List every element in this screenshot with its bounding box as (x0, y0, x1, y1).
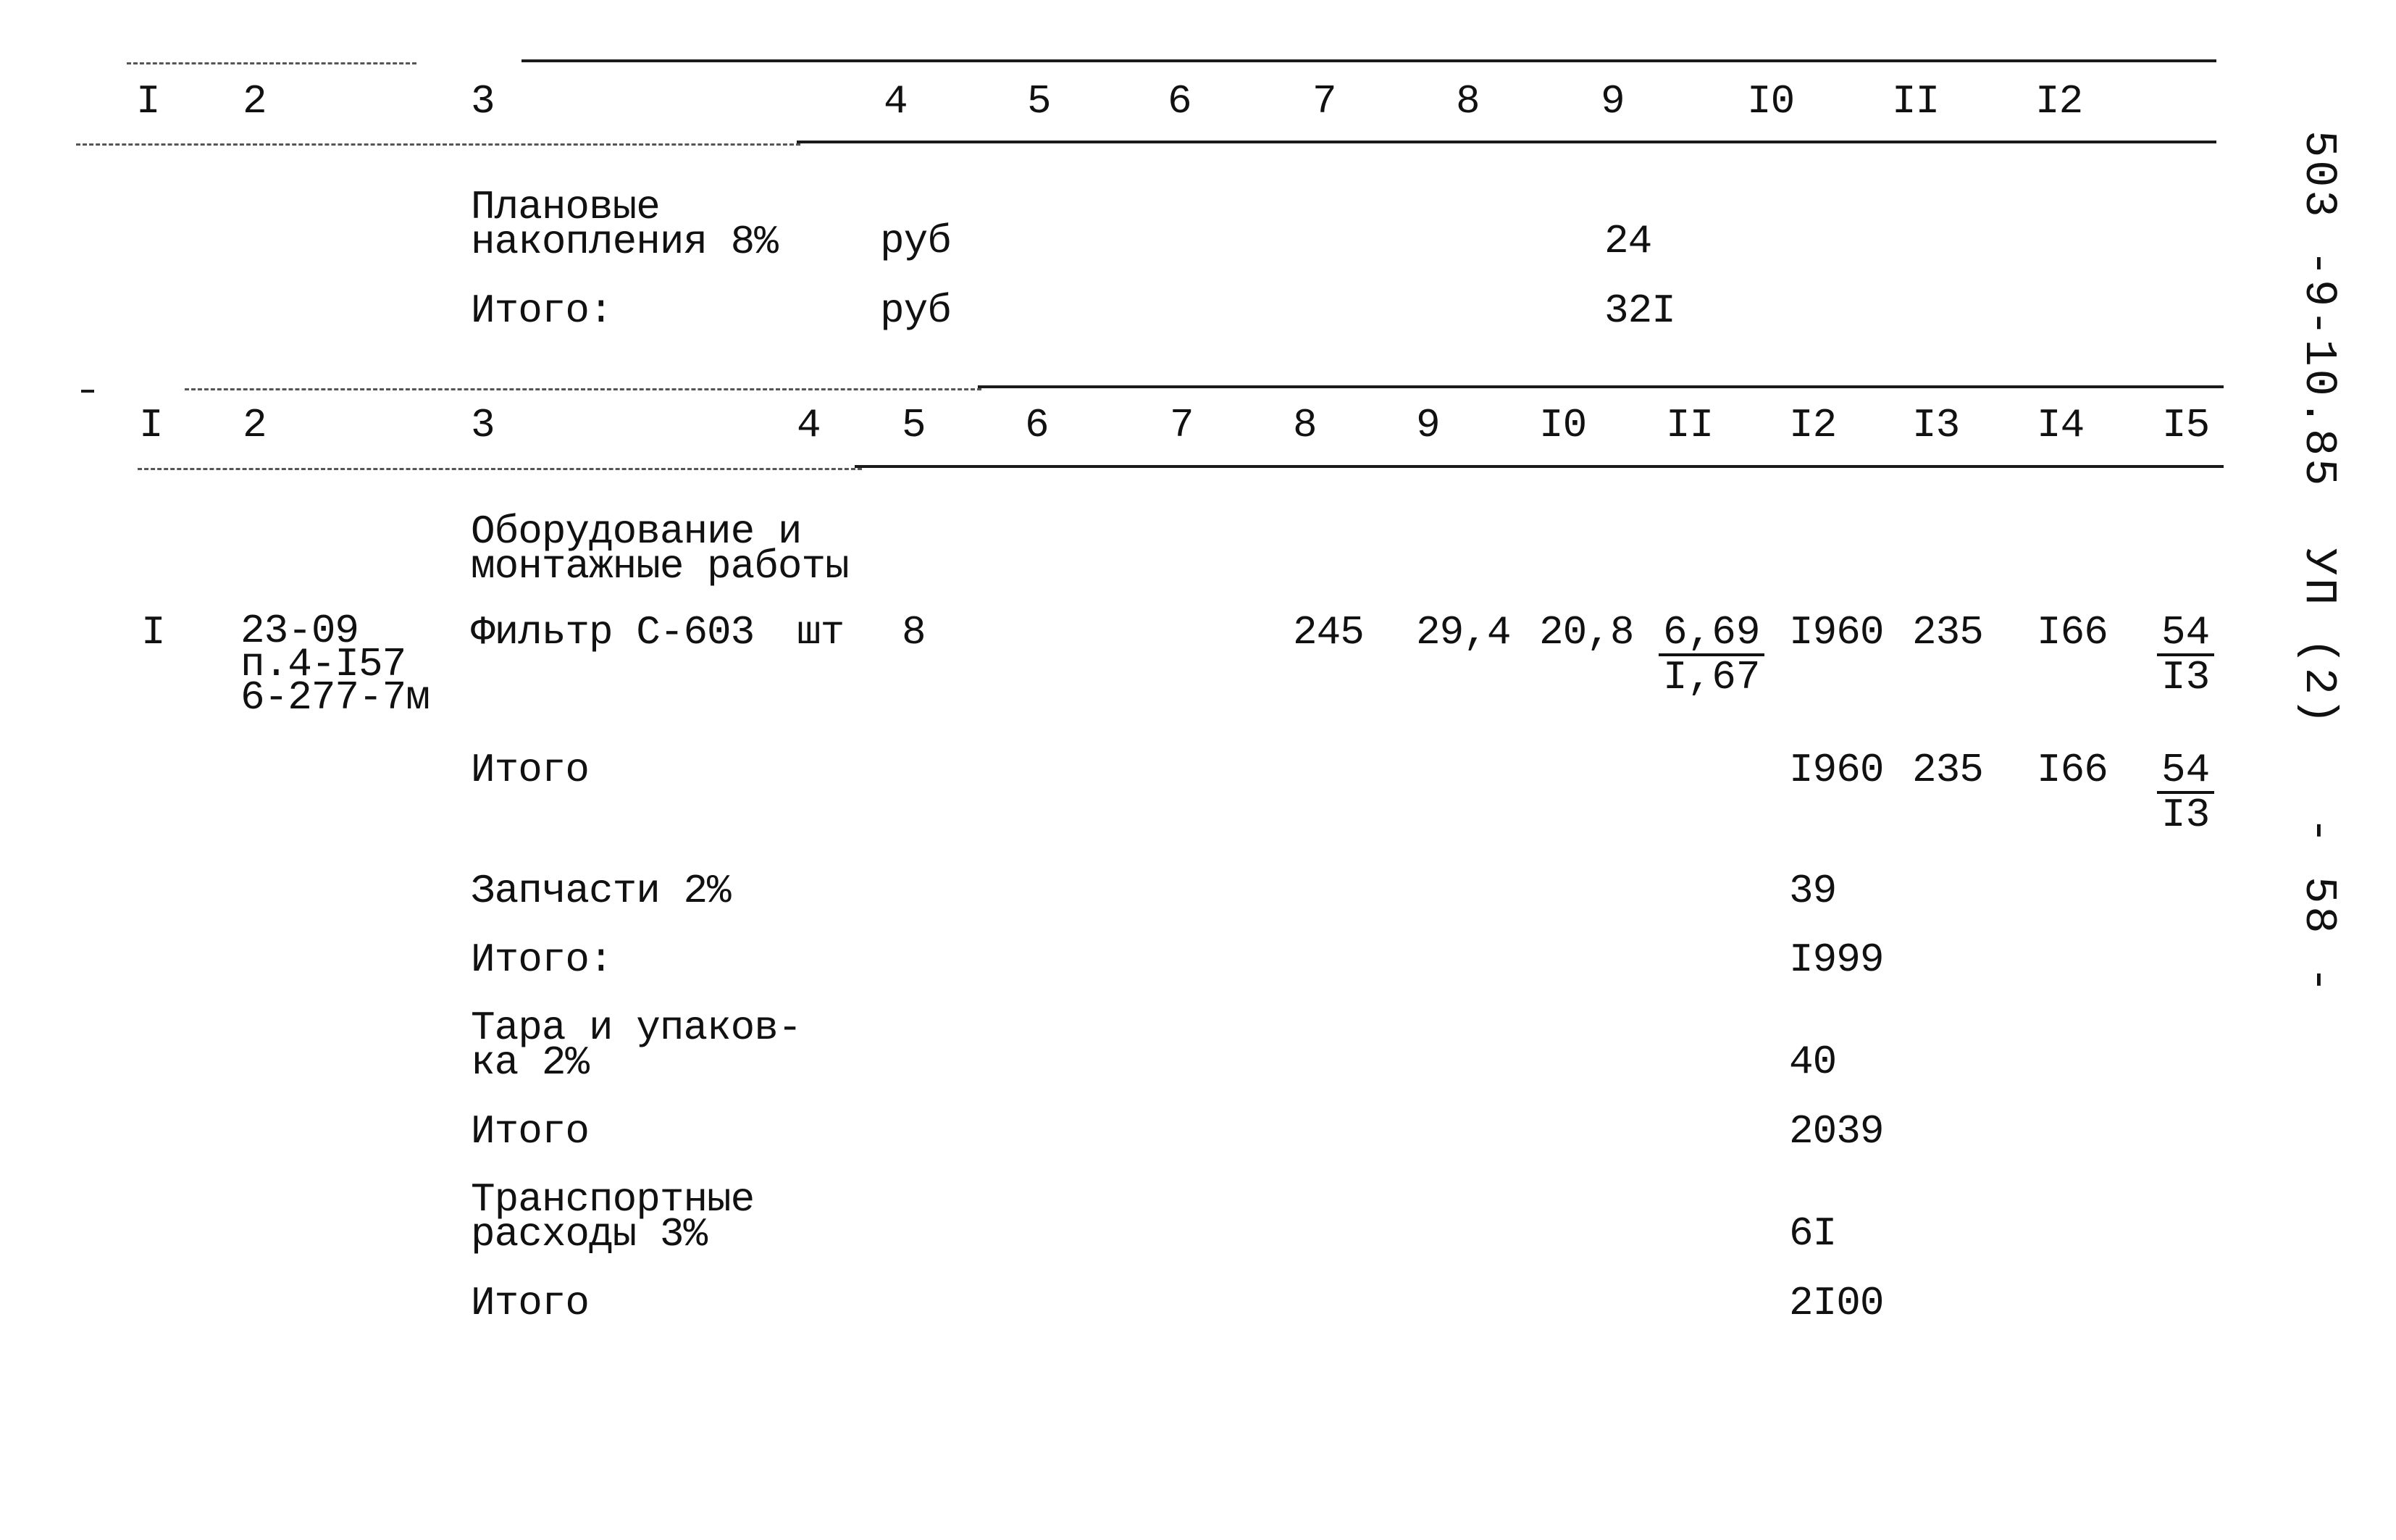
grand-total-col12: 2I00 (1789, 1280, 1884, 1326)
item-col13: 235 (1912, 609, 1983, 656)
table2-top-rule (978, 385, 2224, 388)
item-col15-top: 54 (2157, 611, 2214, 656)
table2-header-col10: I0 (1539, 402, 1587, 448)
table1-header-col9: 9 (1601, 78, 1625, 125)
total1-label: Итого (471, 747, 590, 793)
total3-col12: I999 (1789, 937, 1884, 983)
grand-total-label: Итого (471, 1280, 590, 1326)
table2-section-title: Оборудование и монтажные работы (471, 509, 849, 590)
item-col12: I960 (1789, 609, 1884, 656)
table2-header-col15: I5 (2162, 402, 2210, 448)
table1-top-rule (521, 59, 2216, 62)
item-col11-top: 6,69 (1659, 611, 1764, 656)
table2-header-rule-left (138, 468, 862, 470)
table2-header-col1: I (139, 402, 163, 448)
table2-top-rule-left (185, 388, 981, 390)
item-number: I (141, 609, 165, 656)
item-col11-fraction (1659, 611, 1764, 698)
table2-dash-mark (81, 390, 94, 393)
item-col11-bottom: I,67 (1663, 654, 1761, 700)
table1-header-col11: II (1892, 78, 1940, 125)
table1-header-col7: 7 (1312, 78, 1336, 125)
packaging-label: Тара и упаков- ка 2% (471, 1005, 802, 1086)
item-col10: 20,8 (1539, 609, 1634, 656)
table1-header-rule (797, 141, 2216, 143)
table2-header-col8: 8 (1293, 402, 1317, 448)
table2-header-col5: 5 (902, 402, 926, 448)
packaging-col12: 40 (1789, 1039, 1837, 1085)
total1-col14: I66 (2037, 747, 2108, 793)
table1-header-col10: I0 (1747, 78, 1795, 125)
spare-parts-col12: 39 (1789, 868, 1837, 914)
table2-header-col2: 2 (243, 402, 267, 448)
table1-header-col3: 3 (471, 78, 495, 125)
table2-header-col12: I2 (1789, 402, 1837, 448)
item-col9: 29,4 (1416, 609, 1511, 656)
table1-row2-value: 32I (1604, 288, 1675, 334)
total5-col12: 2039 (1789, 1108, 1884, 1155)
table1-top-rule-left (127, 62, 416, 64)
table1-header-col5: 5 (1027, 78, 1051, 125)
table2-header-col13: I3 (1912, 402, 1960, 448)
item-quantity: 8 (902, 609, 926, 656)
item-unit: шт (797, 609, 845, 656)
item-code: 23-09 п.4-I57 6-277-7м (240, 608, 430, 721)
table1-header-col6: 6 (1168, 78, 1191, 125)
table2-header-col9: 9 (1416, 402, 1440, 448)
item-col15-fraction (2157, 611, 2214, 698)
item-col8: 245 (1293, 609, 1364, 656)
table2-header-col14: I4 (2037, 402, 2085, 448)
table2-header-col6: 6 (1025, 402, 1049, 448)
total1-col15-fraction (2157, 749, 2214, 836)
item-col15-bottom: I3 (2161, 654, 2211, 700)
table1-row1-value: 24 (1604, 218, 1652, 264)
spare-parts-label: Запчасти 2% (471, 868, 731, 914)
table1-header-rule-left (76, 143, 800, 146)
table2-header-col11: II (1666, 402, 1714, 448)
item-col14: I66 (2037, 609, 2108, 656)
table1-row2-unit: руб (880, 288, 951, 334)
total3-label: Итого: (471, 937, 613, 983)
table1-header-col2: 2 (243, 78, 267, 125)
table1-row2-name: Итого: (471, 288, 613, 334)
item-name: Фильтр С-603 (471, 609, 755, 656)
total5-label: Итого (471, 1108, 590, 1155)
table2-header-col3: 3 (471, 402, 495, 448)
table1-row1-name: Плановые накопления 8% (471, 184, 778, 265)
total1-col15-bottom: I3 (2161, 792, 2211, 838)
table1-header-col8: 8 (1456, 78, 1480, 125)
table2-header-rule (855, 465, 2224, 468)
transport-col12: 6I (1789, 1210, 1837, 1257)
table2-header-col4: 4 (797, 402, 821, 448)
transport-label: Транспортные расходы 3% (471, 1176, 755, 1257)
total1-col13: 235 (1912, 747, 1983, 793)
total1-col15-top: 54 (2157, 749, 2214, 794)
table2-header-col7: 7 (1170, 402, 1194, 448)
table1-header-col1: I (136, 78, 160, 125)
document-code-side-label: 503 -9-10.85 УП (2) - 58 - (2293, 130, 2345, 996)
table1-header-col12: I2 (2035, 78, 2083, 125)
total1-col12: I960 (1789, 747, 1884, 793)
table1-header-col4: 4 (884, 78, 908, 125)
table1-row1-unit: руб (880, 218, 951, 264)
